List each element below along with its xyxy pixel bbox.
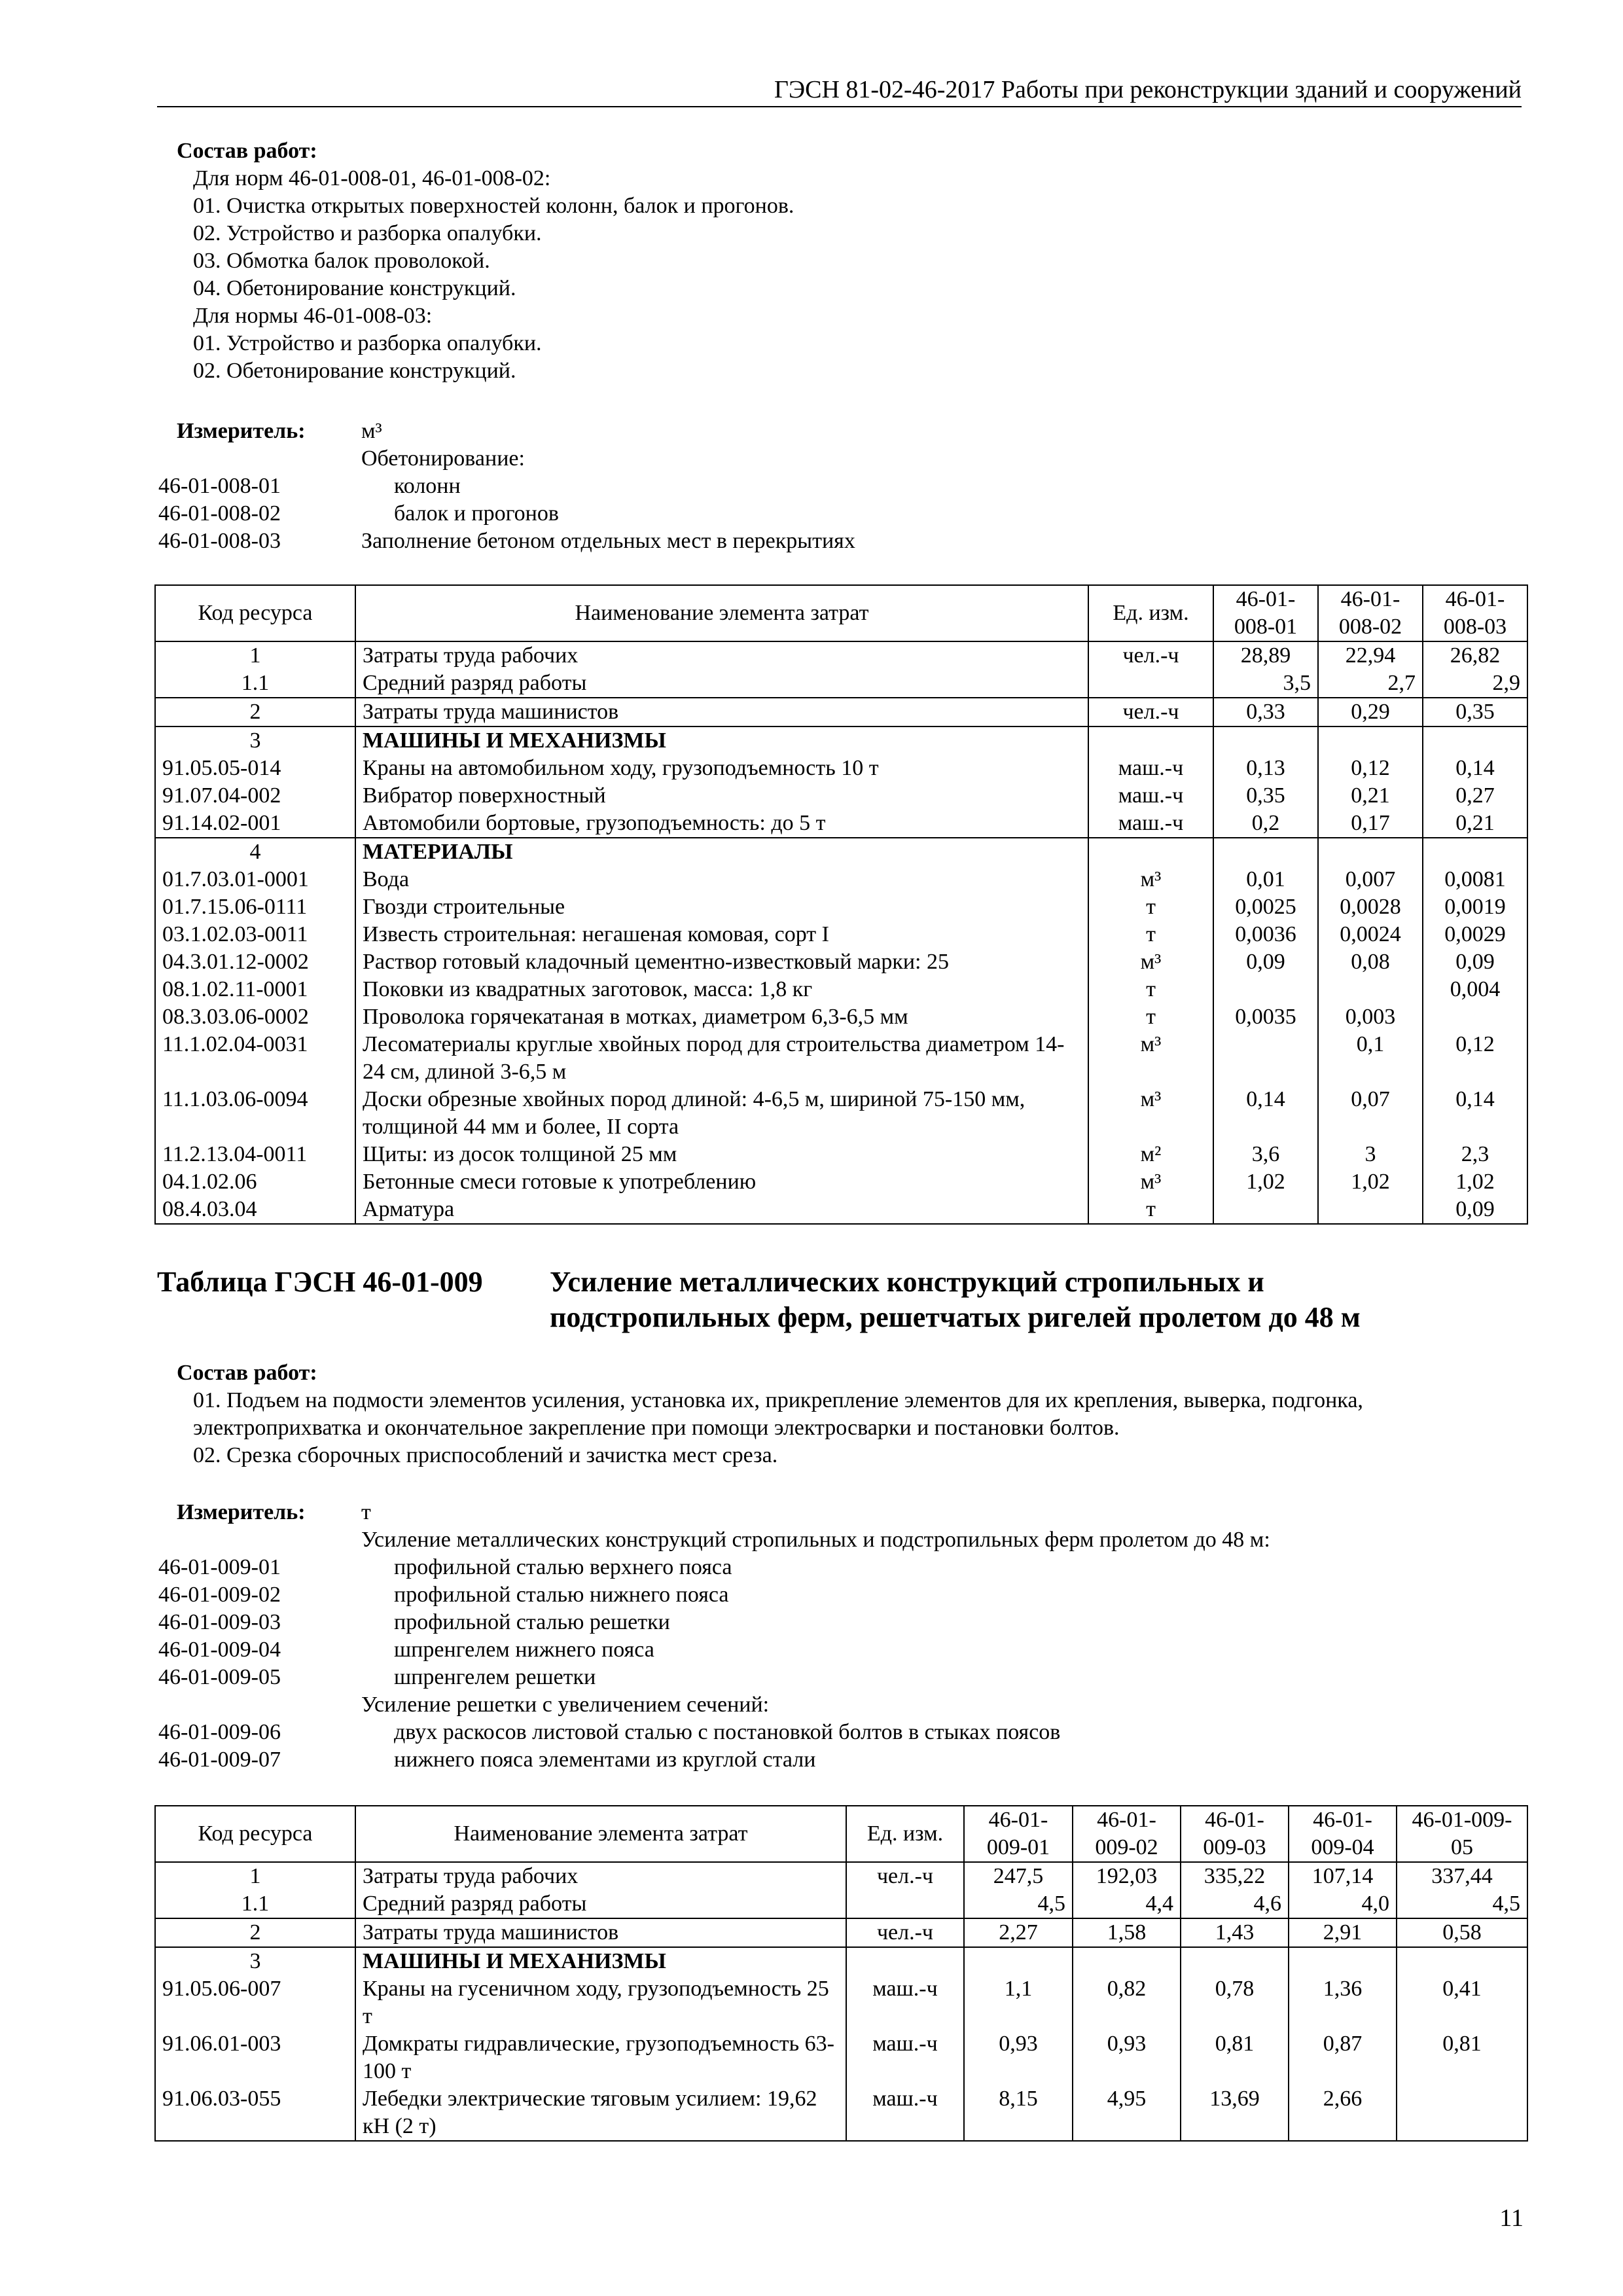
cost-element-name: Лесоматериалы круглые хвойных пород для строительства диаметром 14-24 см, длиной 3-6,5 м [355, 1031, 1088, 1086]
norm-value: 3,6 [1213, 1141, 1318, 1168]
norm-value [1318, 838, 1423, 866]
measure-block [158, 418, 1533, 555]
norm-value: 0,004 [1423, 976, 1527, 1003]
norm-value: 0,0019 [1423, 893, 1527, 921]
resource-code: 3 [155, 1947, 355, 1975]
table-header-row [155, 1806, 1527, 1862]
unit: чел.-ч [846, 1918, 964, 1947]
column-header: 46-01-008-01 [1213, 585, 1318, 641]
cost-element-name: МАШИНЫ И МЕХАНИЗМЫ [355, 1947, 846, 1975]
column-header: 46-01-009-05 [1397, 1806, 1527, 1862]
norm-value [1213, 726, 1318, 755]
norm-value [1213, 976, 1318, 1003]
norm-value: 0,0035 [1213, 1003, 1318, 1031]
cost-element-name: Вибратор поверхностный [355, 782, 1088, 810]
cost-element-name: Лебедки электрические тяговым усилием: 19,62 кН (2 т) [355, 2085, 846, 2141]
work-line: 02. Срезка сборочных приспособлений и зачистка мест среза. [193, 1443, 778, 1467]
norm-value: 0,58 [1397, 1918, 1527, 1947]
resource-code: 11.1.02.04-0031 [155, 1031, 355, 1086]
cost-element-name: Вода [355, 866, 1088, 893]
column-header: Ед. изм. [1088, 585, 1213, 641]
table-row [155, 948, 1527, 976]
cost-element-name: Краны на гусеничном ходу, грузоподъемность 25 т [355, 1975, 846, 2030]
norm-value: 0,003 [1318, 1003, 1423, 1031]
table-row [155, 726, 1527, 755]
measure-row [158, 1609, 1533, 1636]
resource-code: 1.1 [155, 1890, 355, 1918]
resource-code: 4 [155, 838, 355, 866]
column-header: Код ресурса [155, 585, 355, 641]
unit [1088, 838, 1213, 866]
work-line: Для нормы 46-01-008-03: [193, 304, 433, 328]
cost-element-name: Автомобили бортовые, грузоподъемность: до 5 т [355, 810, 1088, 838]
norm-value: 0,87 [1289, 2030, 1397, 2085]
work-composition-list-2 [193, 1387, 1363, 1469]
measure-row [158, 1719, 1533, 1746]
cost-element-name: Арматура [355, 1196, 1088, 1224]
norm-code: 46-01-009-04 [158, 1638, 281, 1662]
norm-value: 0,14 [1423, 1086, 1527, 1141]
norm-value: 0,21 [1423, 810, 1527, 838]
norm-value: 2,91 [1289, 1918, 1397, 1947]
unit: маш.-ч [846, 2085, 964, 2141]
norm-value: 0,81 [1397, 2030, 1527, 2085]
resource-table-46-01-008 [154, 584, 1528, 1225]
unit: м³ [1088, 1086, 1213, 1141]
cost-element-name: Краны на автомобильном ходу, грузоподъемность 10 т [355, 755, 1088, 782]
norm-value: 4,5 [1397, 1890, 1527, 1918]
work-line: 02. Устройство и разборка опалубки. [193, 221, 542, 245]
unit: чел.-ч [1088, 641, 1213, 670]
table-row [155, 2085, 1527, 2141]
table-row [155, 670, 1527, 698]
unit: м³ [1088, 866, 1213, 893]
cost-element-name: Бетонные смеси готовые к употреблению [355, 1168, 1088, 1196]
work-line: 02. Обетонирование конструкций. [193, 359, 516, 383]
table-row [155, 641, 1527, 670]
norm-value: 1,43 [1181, 1918, 1289, 1947]
norm-value: 2,7 [1318, 670, 1423, 698]
norm-value: 0,09 [1213, 948, 1318, 976]
resource-code: 01.7.03.01-0001 [155, 866, 355, 893]
cost-element-name: Гвозди строительные [355, 893, 1088, 921]
norm-value [1397, 1947, 1527, 1975]
norm-value: 0,17 [1318, 810, 1423, 838]
norm-value: 0,07 [1318, 1086, 1423, 1141]
norm-value: 22,94 [1318, 641, 1423, 670]
cost-element-name: Доски обрезные хвойных пород длиной: 4-6,5 м, шириной 75-150 мм, толщиной 44 мм и более, II сорта [355, 1086, 1088, 1141]
measure-row [158, 528, 1533, 555]
work-line: 01. Подъем на подмости элементов усиления, установка их, прикрепление элементов для их крепления, выверка, подгонка, [193, 1388, 1363, 1412]
norm-value: 0,35 [1423, 698, 1527, 726]
column-header: Ед. изм. [846, 1806, 964, 1862]
norm-value: 0,21 [1318, 782, 1423, 810]
norm-value [1423, 838, 1527, 866]
norm-value: 0,08 [1318, 948, 1423, 976]
table-row [155, 698, 1527, 726]
table-header-row [155, 585, 1527, 641]
unit: маш.-ч [1088, 782, 1213, 810]
cost-element-name: Затраты труда рабочих [355, 641, 1088, 670]
work-line: 01. Очистка открытых поверхностей колонн, балок и прогонов. [193, 194, 794, 218]
work-composition-list [193, 165, 794, 385]
table-row [155, 1947, 1527, 1975]
table-row [155, 810, 1527, 838]
column-header: Наименование элемента затрат [355, 1806, 846, 1862]
table-row [155, 921, 1527, 948]
norm-value [1318, 976, 1423, 1003]
norm-value: 0,12 [1423, 1031, 1527, 1086]
norm-value: 13,69 [1181, 2085, 1289, 2141]
work-composition-label: Состав работ: [177, 139, 317, 163]
cost-element-name: МАШИНЫ И МЕХАНИЗМЫ [355, 726, 1088, 755]
resource-code: 08.1.02.11-0001 [155, 976, 355, 1003]
norm-value: 0,1 [1318, 1031, 1423, 1086]
norm-code: 46-01-009-03 [158, 1610, 281, 1634]
resource-code: 91.14.02-001 [155, 810, 355, 838]
cost-element-name: Проволока горячекатаная в мотках, диаметром 6,3-6,5 мм [355, 1003, 1088, 1031]
resource-code: 91.05.05-014 [155, 755, 355, 782]
norm-value: 1,58 [1073, 1918, 1181, 1947]
unit: т [1088, 976, 1213, 1003]
table-row [155, 893, 1527, 921]
resource-code: 11.2.13.04-0011 [155, 1141, 355, 1168]
norm-value: 247,5 [964, 1862, 1073, 1890]
norm-value [1181, 1947, 1289, 1975]
work-line: электроприхватка и окончательное закрепление при помощи электросварки и постановки болтов. [193, 1416, 1120, 1440]
resource-code: 04.3.01.12-0002 [155, 948, 355, 976]
cost-element-name: Затраты труда машинистов [355, 698, 1088, 726]
cost-element-name: Раствор готовый кладочный цементно-известковый марки: 25 [355, 948, 1088, 976]
table-row [155, 1196, 1527, 1224]
norm-value [1397, 2085, 1527, 2141]
resource-code: 3 [155, 726, 355, 755]
norm-code: 46-01-009-02 [158, 1583, 281, 1607]
norm-value: 26,82 [1423, 641, 1527, 670]
norm-description: профильной сталью решетки [394, 1610, 670, 1634]
norm-value: 2,66 [1289, 2085, 1397, 2141]
measure-row [158, 1746, 1533, 1774]
table-title: Таблица ГЭСН 46-01-009 [157, 1266, 483, 1298]
norm-value: 0,14 [1213, 1086, 1318, 1141]
work-line: 04. Обетонирование конструкций. [193, 276, 516, 300]
norm-value: 1,02 [1213, 1168, 1318, 1196]
norm-description: шпренгелем нижнего пояса [394, 1638, 654, 1662]
column-header: Код ресурса [155, 1806, 355, 1862]
norm-code: 46-01-009-06 [158, 1720, 281, 1744]
table-row [155, 838, 1527, 866]
norm-value: 2,3 [1423, 1141, 1527, 1168]
norm-value: 0,29 [1318, 698, 1423, 726]
norm-code: 46-01-008-01 [158, 474, 281, 498]
norm-value: 0,33 [1213, 698, 1318, 726]
measure-label: Измеритель: [177, 1500, 306, 1524]
norm-description: Усиление металлических конструкций стропильных и подстропильных ферм пролетом до 48 м: [361, 1528, 1270, 1552]
unit: м² [1088, 1141, 1213, 1168]
norm-description: Заполнение бетоном отдельных мест в перекрытиях [361, 529, 855, 553]
norm-description: шпренгелем решетки [394, 1665, 596, 1689]
measure-unit: м³ [361, 419, 382, 443]
cost-element-name: Щиты: из досок толщиной 25 мм [355, 1141, 1088, 1168]
resource-code: 2 [155, 1918, 355, 1947]
measure-row [158, 445, 1533, 473]
unit: т [1088, 921, 1213, 948]
column-header: 46-01-009-02 [1073, 1806, 1181, 1862]
table-row [155, 782, 1527, 810]
work-line: 03. Обмотка балок проволокой. [193, 249, 490, 273]
resource-code: 1 [155, 641, 355, 670]
resource-code: 11.1.03.06-0094 [155, 1086, 355, 1141]
resource-table-46-01-009 [154, 1805, 1528, 2142]
norm-value: 4,95 [1073, 2085, 1181, 2141]
table-row [155, 2030, 1527, 2085]
measure-unit: т [361, 1500, 371, 1524]
resource-code: 91.07.04-002 [155, 782, 355, 810]
measure-row [158, 1499, 1533, 1526]
norm-value: 0,14 [1423, 755, 1527, 782]
resource-code: 08.4.03.04 [155, 1196, 355, 1224]
norm-value: 4,6 [1181, 1890, 1289, 1918]
page-number: 11 [1499, 2204, 1524, 2232]
cost-element-name: Поковки из квадратных заготовок, масса: 1,8 кг [355, 976, 1088, 1003]
norm-description: Усиление решетки с увеличением сечений: [361, 1693, 770, 1717]
table-row [155, 1141, 1527, 1168]
cost-element-name: Затраты труда машинистов [355, 1918, 846, 1947]
resource-code: 1.1 [155, 670, 355, 698]
norm-value: 0,93 [964, 2030, 1073, 2085]
unit: чел.-ч [846, 1862, 964, 1890]
resource-code: 91.06.01-003 [155, 2030, 355, 2085]
measure-row [158, 1581, 1533, 1609]
unit: маш.-ч [1088, 755, 1213, 782]
unit: т [1088, 893, 1213, 921]
measure-label: Измеритель: [177, 419, 306, 443]
cost-element-name: МАТЕРИАЛЫ [355, 838, 1088, 866]
norm-description: профильной сталью нижнего пояса [394, 1583, 729, 1607]
norm-description: двух раскосов листовой сталью с постановкой болтов в стыках поясов [394, 1720, 1061, 1744]
resource-code: 91.05.06-007 [155, 1975, 355, 2030]
resource-code: 08.3.03.06-0002 [155, 1003, 355, 1031]
norm-value: 0,2 [1213, 810, 1318, 838]
norm-value: 4,0 [1289, 1890, 1397, 1918]
norm-value [1318, 726, 1423, 755]
table-row [155, 1890, 1527, 1918]
norm-value: 8,15 [964, 2085, 1073, 2141]
unit: маш.-ч [846, 2030, 964, 2085]
norm-description: колонн [394, 474, 461, 498]
norm-value: 0,13 [1213, 755, 1318, 782]
page-header: ГЭСН 81-02-46-2017 Работы при реконструкции зданий и сооружений [157, 73, 1522, 107]
norm-value [1073, 1947, 1181, 1975]
norm-value: 107,14 [1289, 1862, 1397, 1890]
table-row [155, 1862, 1527, 1890]
column-header: Наименование элемента затрат [355, 585, 1088, 641]
norm-value: 0,09 [1423, 948, 1527, 976]
measure-row [158, 1554, 1533, 1581]
unit: маш.-ч [846, 1975, 964, 2030]
unit: м³ [1088, 1031, 1213, 1086]
norm-code: 46-01-009-05 [158, 1665, 281, 1689]
norm-value: 0,09 [1423, 1196, 1527, 1224]
norm-description: балок и прогонов [394, 501, 559, 526]
norm-value [964, 1947, 1073, 1975]
work-composition-label-2: Состав работ: [177, 1361, 317, 1385]
cost-element-name: Средний разряд работы [355, 1890, 846, 1918]
table-row [155, 1918, 1527, 1947]
unit [1088, 670, 1213, 698]
norm-value [1423, 1003, 1527, 1031]
table-row [155, 866, 1527, 893]
norm-value: 335,22 [1181, 1862, 1289, 1890]
cost-element-name: Домкраты гидравлические, грузоподъемность 63-100 т [355, 2030, 846, 2085]
measure-row [158, 418, 1533, 445]
norm-description: профильной сталью верхнего пояса [394, 1555, 732, 1579]
table-row [155, 1003, 1527, 1031]
norm-value: 0,81 [1181, 2030, 1289, 2085]
cost-element-name: Затраты труда рабочих [355, 1862, 846, 1890]
work-line: Для норм 46-01-008-01, 46-01-008-02: [193, 166, 551, 190]
norm-value: 1,02 [1423, 1168, 1527, 1196]
norm-value: 0,007 [1318, 866, 1423, 893]
norm-description: нижнего пояса элементами из круглой стали [394, 1748, 816, 1772]
resource-code: 03.1.02.03-0011 [155, 921, 355, 948]
unit [846, 1890, 964, 1918]
measure-block-2 [158, 1499, 1533, 1774]
unit [846, 1947, 964, 1975]
column-header: 46-01-009-03 [1181, 1806, 1289, 1862]
norm-value: 0,0024 [1318, 921, 1423, 948]
norm-value: 0,01 [1213, 866, 1318, 893]
work-line: 01. Устройство и разборка опалубки. [193, 331, 542, 355]
norm-value: 2,27 [964, 1918, 1073, 1947]
unit: м³ [1088, 1168, 1213, 1196]
norm-value: 0,82 [1073, 1975, 1181, 2030]
measure-row [158, 1664, 1533, 1691]
unit: т [1088, 1003, 1213, 1031]
norm-value: 3,5 [1213, 670, 1318, 698]
norm-value [1289, 1947, 1397, 1975]
column-header: 46-01-009-01 [964, 1806, 1073, 1862]
column-header: 46-01-009-04 [1289, 1806, 1397, 1862]
norm-value: 0,0081 [1423, 866, 1527, 893]
norm-code: 46-01-008-03 [158, 529, 281, 553]
norm-code: 46-01-008-02 [158, 501, 281, 526]
norm-code: 46-01-009-07 [158, 1748, 281, 1772]
column-header: 46-01-008-02 [1318, 585, 1423, 641]
norm-value [1423, 726, 1527, 755]
measure-row [158, 1636, 1533, 1664]
norm-value: 0,0036 [1213, 921, 1318, 948]
norm-value: 3 [1318, 1141, 1423, 1168]
unit: чел.-ч [1088, 698, 1213, 726]
unit [1088, 726, 1213, 755]
unit: м³ [1088, 948, 1213, 976]
norm-value [1318, 1196, 1423, 1224]
norm-value: 4,4 [1073, 1890, 1181, 1918]
column-header: 46-01-008-03 [1423, 585, 1527, 641]
unit: маш.-ч [1088, 810, 1213, 838]
table-row [155, 1031, 1527, 1086]
norm-value: 0,0028 [1318, 893, 1423, 921]
norm-value: 0,0025 [1213, 893, 1318, 921]
norm-value [1213, 1196, 1318, 1224]
resource-code: 1 [155, 1862, 355, 1890]
norm-description: Обетонирование: [361, 446, 525, 471]
norm-value: 1,02 [1318, 1168, 1423, 1196]
table-row [155, 1975, 1527, 2030]
norm-value: 0,78 [1181, 1975, 1289, 2030]
cost-element-name: Известь строительная: негашеная комовая, сорт I [355, 921, 1088, 948]
norm-value: 0,12 [1318, 755, 1423, 782]
norm-value: 0,27 [1423, 782, 1527, 810]
measure-row [158, 1526, 1533, 1554]
resource-code: 2 [155, 698, 355, 726]
table-row [155, 1168, 1527, 1196]
norm-value [1213, 1031, 1318, 1086]
resource-code: 01.7.15.06-0111 [155, 893, 355, 921]
norm-value: 1,1 [964, 1975, 1073, 2030]
table-name: Усиление металлических конструкций стропильных и подстропильных ферм, решетчатых ригелей пролетом до 48 м [550, 1266, 1361, 1333]
norm-value: 0,41 [1397, 1975, 1527, 2030]
norm-value: 4,5 [964, 1890, 1073, 1918]
norm-value: 0,0029 [1423, 921, 1527, 948]
norm-code: 46-01-009-01 [158, 1555, 281, 1579]
resource-code: 04.1.02.06 [155, 1168, 355, 1196]
unit: т [1088, 1196, 1213, 1224]
measure-row [158, 473, 1533, 500]
cost-element-name: Средний разряд работы [355, 670, 1088, 698]
measure-row [158, 500, 1533, 528]
table-row [155, 1086, 1527, 1141]
norm-value: 337,44 [1397, 1862, 1527, 1890]
norm-value: 28,89 [1213, 641, 1318, 670]
measure-row [158, 1691, 1533, 1719]
norm-value: 192,03 [1073, 1862, 1181, 1890]
norm-value: 0,93 [1073, 2030, 1181, 2085]
norm-value: 1,36 [1289, 1975, 1397, 2030]
norm-value: 2,9 [1423, 670, 1527, 698]
norm-value: 0,35 [1213, 782, 1318, 810]
resource-code: 91.06.03-055 [155, 2085, 355, 2141]
table-row [155, 755, 1527, 782]
norm-value [1213, 838, 1318, 866]
table-row [155, 976, 1527, 1003]
